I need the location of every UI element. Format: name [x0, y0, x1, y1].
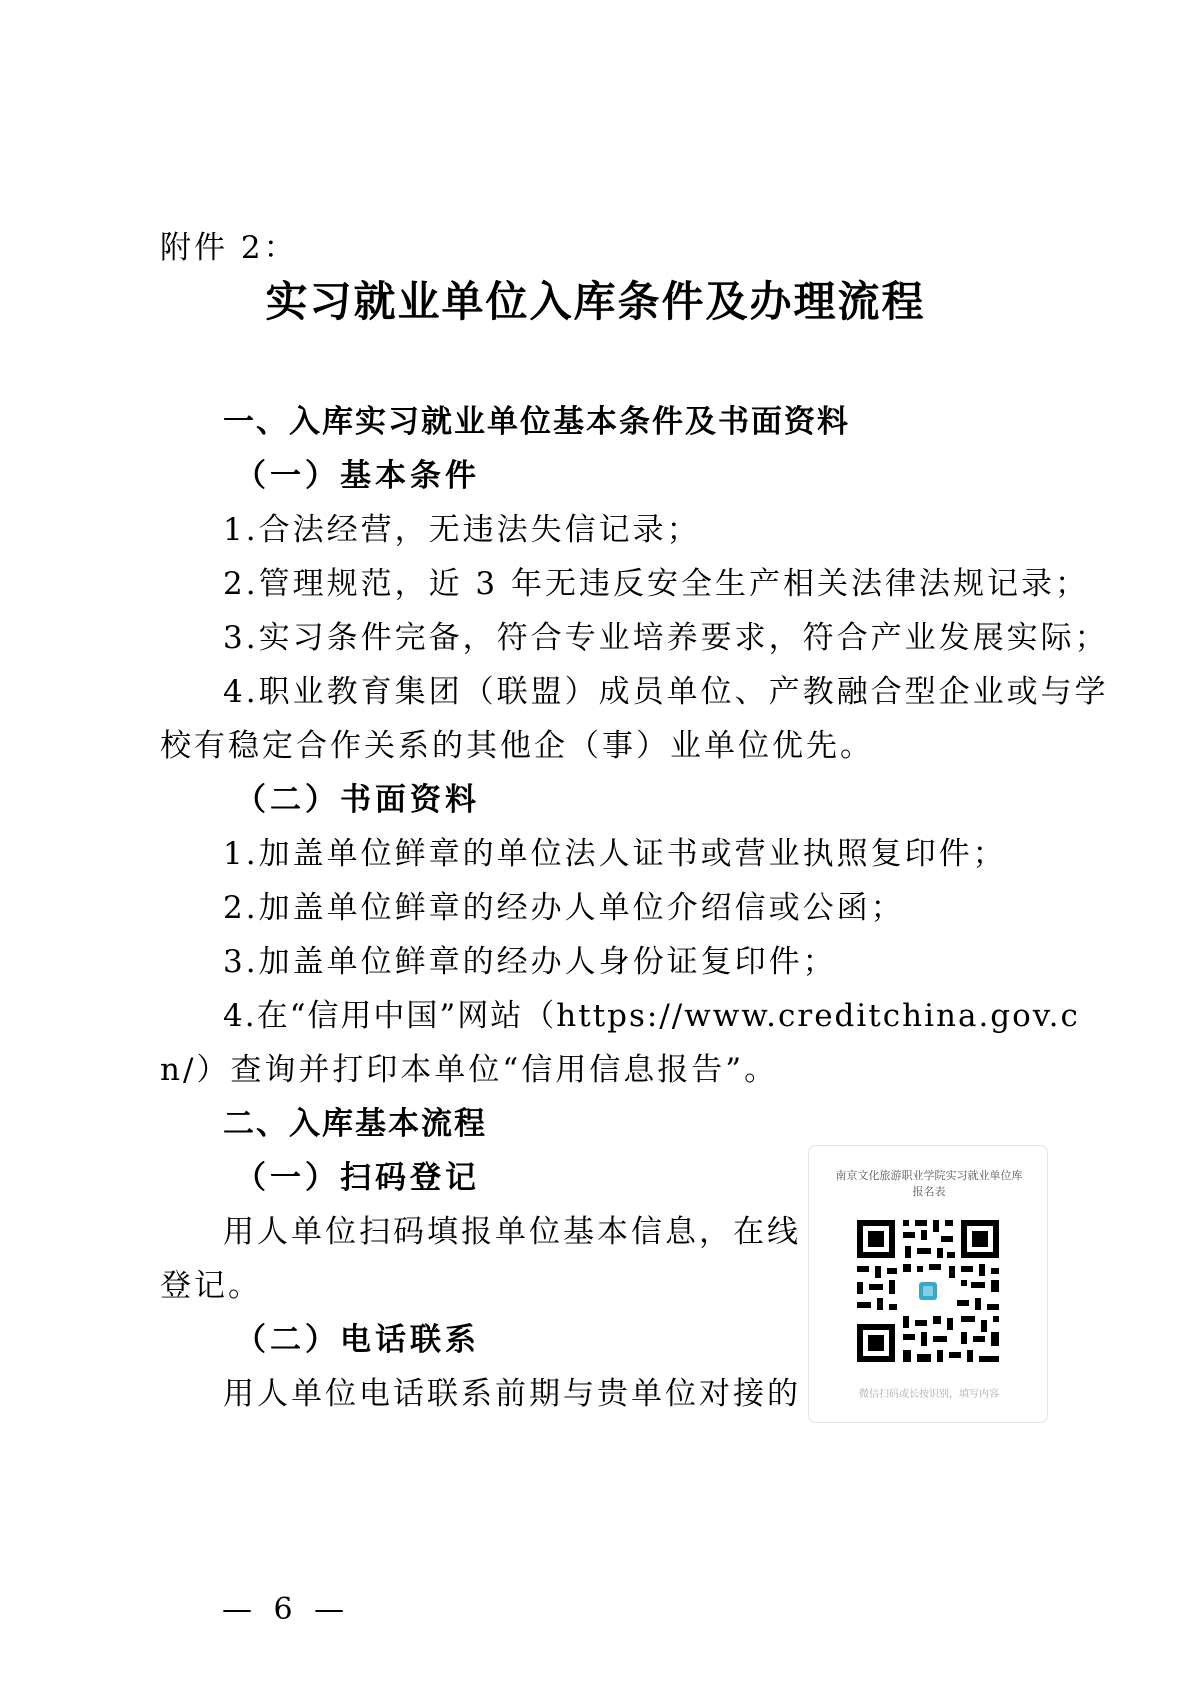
qr-card-hint: 微信扫码或长按识别，填写内容	[859, 1389, 999, 1400]
qr-card-title-line-1: 南京文化旅游职业学院实习就业单位库	[835, 1169, 1023, 1182]
section-1-heading: 一、入库实习就业单位基本条件及书面资料	[223, 404, 850, 440]
section-1-sub-1-heading: （一）基本条件	[235, 458, 480, 494]
material-item-2: 2.加盖单位鲜章的经办人单位介绍信或公函；	[223, 890, 905, 926]
page-title: 实习就业单位入库条件及办理流程	[265, 277, 926, 326]
page-number: — 6 —	[222, 1592, 351, 1627]
material-item-4: 4.在“信用中国”网站（https://www.creditchina.gov.c	[223, 998, 1080, 1034]
scan-text-line-1: 用人单位扫码填报单位基本信息，在线	[223, 1214, 801, 1250]
qr-card-title-line-2: 报名表	[912, 1185, 946, 1198]
attachment-label: 附件 2：	[160, 230, 298, 266]
section-2-heading: 二、入库基本流程	[223, 1106, 487, 1142]
phone-text-line-1: 用人单位电话联系前期与贵单位对接的	[223, 1376, 801, 1412]
condition-item-1: 1.合法经营，无违法失信记录；	[223, 512, 701, 548]
qr-code-image[interactable]	[853, 1216, 1003, 1366]
condition-item-3: 3.实习条件完备，符合专业培养要求，符合产业发展实际；	[223, 620, 1109, 656]
condition-item-4-cont: 校有稳定合作关系的其他企（事）业单位优先。	[160, 728, 874, 764]
section-2-sub-2-heading: （二）电话联系	[235, 1322, 480, 1358]
material-item-4-cont: n/）查询并打印本单位“信用信息报告”。	[160, 1052, 779, 1088]
scan-text-line-2: 登记。	[160, 1268, 262, 1304]
condition-item-2: 2.管理规范，近 3 年无违反安全生产相关法律法规记录；	[223, 566, 1090, 602]
material-item-3: 3.加盖单位鲜章的经办人身份证复印件；	[223, 944, 837, 980]
material-item-1: 1.加盖单位鲜章的单位法人证书或营业执照复印件；	[223, 836, 1007, 872]
section-2-sub-1-heading: （一）扫码登记	[235, 1160, 480, 1196]
condition-item-4: 4.职业教育集团（联盟）成员单位、产教融合型企业或与学	[223, 674, 1109, 710]
section-1-sub-2-heading: （二）书面资料	[235, 782, 480, 818]
qr-code-card[interactable]	[808, 1145, 1048, 1423]
qr-card-title	[819, 1168, 1039, 1200]
